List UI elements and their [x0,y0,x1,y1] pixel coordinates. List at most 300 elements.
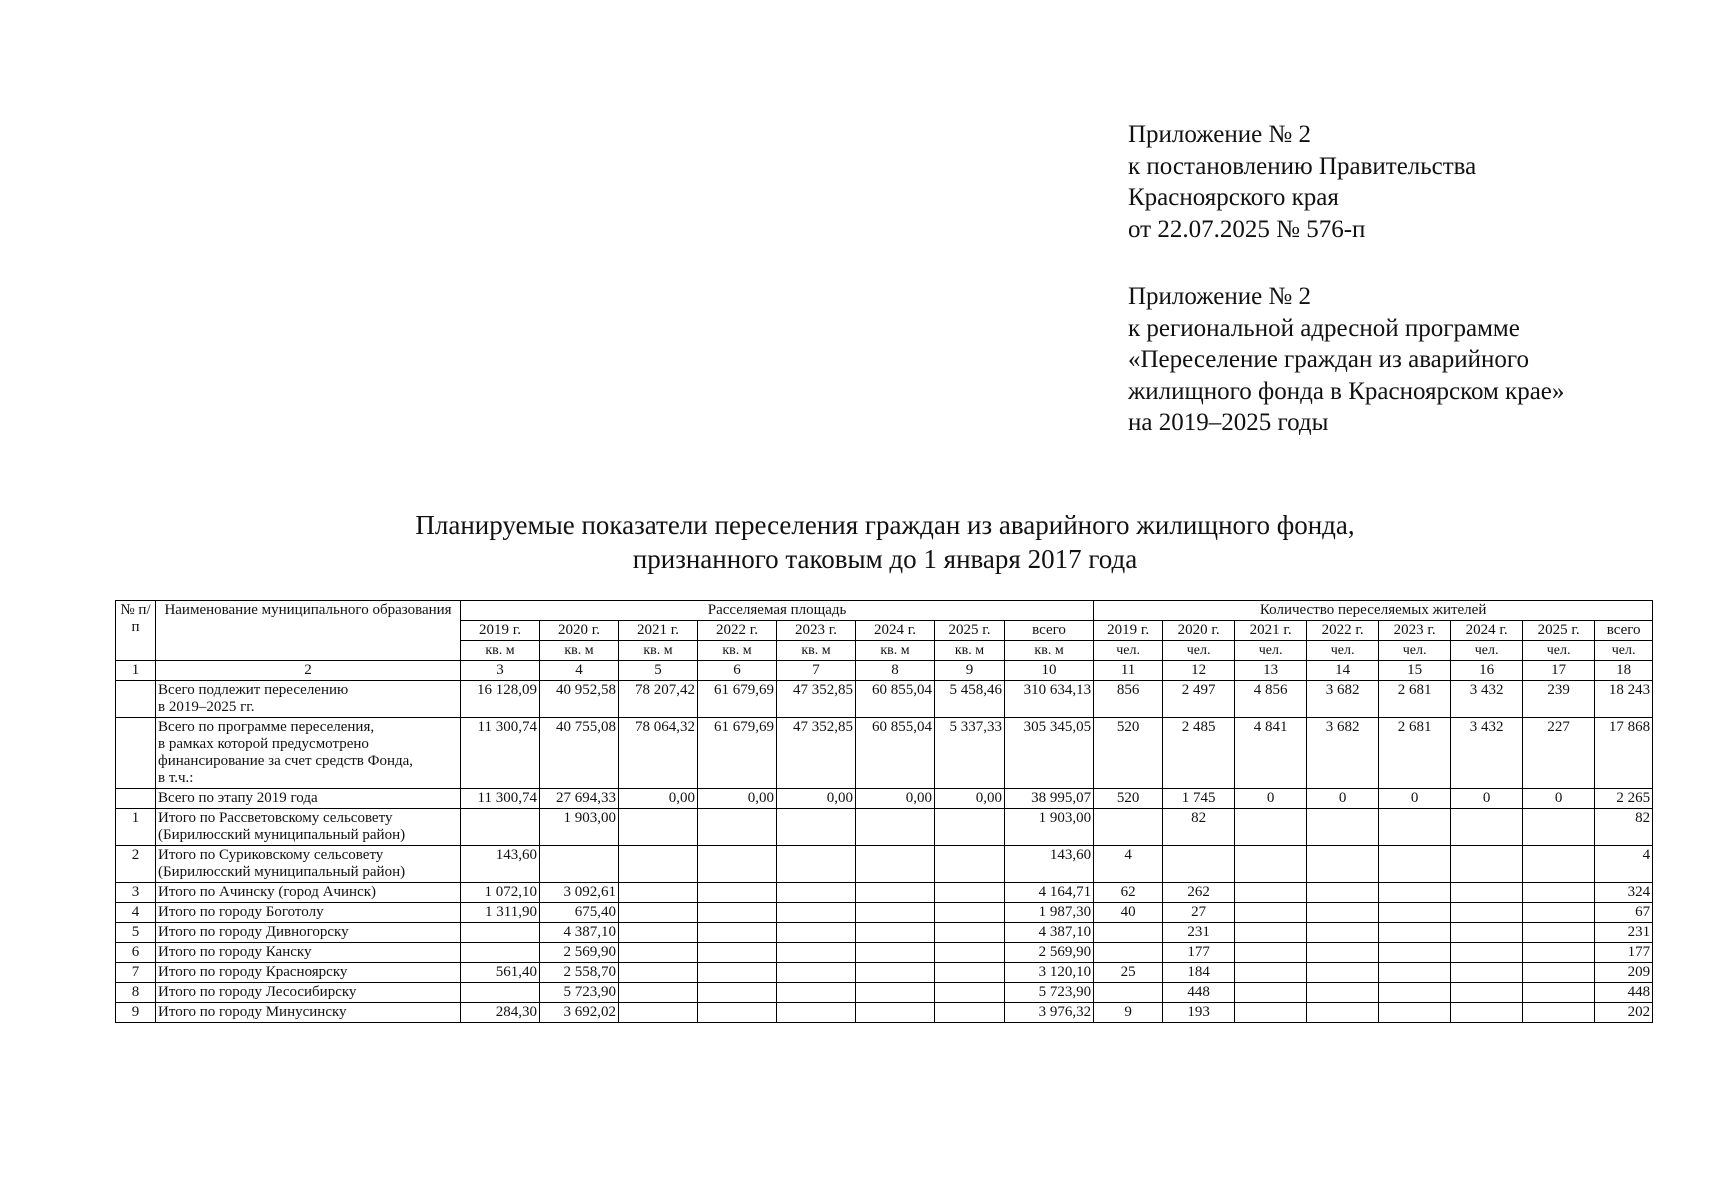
row-number: 1 [116,809,156,846]
column-number: 13 [1235,661,1307,681]
people-value [1307,883,1379,903]
appendix-note-regional-program [1128,281,1564,439]
people-value [1235,923,1307,943]
area-value: 16 128,09 [461,681,540,718]
table-row [116,963,1653,983]
header-area-unit: кв. м [619,641,698,661]
area-value [777,846,856,883]
table-row [116,809,1653,846]
municipality-name [156,943,461,963]
header-area-year: 2023 г. [777,621,856,641]
area-value [856,963,935,983]
people-value: 2 681 [1379,681,1451,718]
people-value: 227 [1523,718,1595,789]
area-value: 78 207,42 [619,681,698,718]
header-people-unit: чел. [1307,641,1379,661]
area-value [698,809,777,846]
column-number: 3 [461,661,540,681]
appendix-line: Приложение № 2 [1128,121,1312,148]
header-num: № п/п [116,601,156,661]
area-value [619,809,698,846]
people-value [1379,846,1451,883]
header-area-unit: кв. м [461,641,540,661]
column-number: 7 [777,661,856,681]
resettlement-indicators-table [115,600,1653,1023]
header-resettled-area: Расселяемая площадь [461,601,1094,621]
area-value: 1 311,90 [461,903,540,923]
people-value: 4 841 [1235,718,1307,789]
people-value: 177 [1595,943,1653,963]
header-people-year: всего [1595,621,1653,641]
people-value [1379,883,1451,903]
municipality-name-line: Всего по этапу 2019 года [158,790,318,806]
municipality-name-line: Всего по программе переселения, [158,719,375,735]
municipality-name-line: Итого по городу Красноярску [158,964,348,980]
area-value: 2 558,70 [540,963,619,983]
municipality-name-line: Итого по Рассветовскому сельсовету [158,810,393,826]
area-value [935,809,1005,846]
people-value: 0 [1451,789,1523,809]
table-row [116,846,1653,883]
people-value [1094,943,1163,963]
column-number: 12 [1163,661,1235,681]
people-value: 231 [1163,923,1235,943]
people-value [1235,963,1307,983]
area-value [698,983,777,1003]
header-people-unit: чел. [1379,641,1451,661]
people-value [1163,846,1235,883]
area-value [540,846,619,883]
municipality-name-line: в т.ч.: [158,770,194,786]
area-value: 61 679,69 [698,718,777,789]
area-value [777,923,856,943]
area-value [461,923,540,943]
people-value [1523,903,1595,923]
people-value [1451,809,1523,846]
people-value [1379,963,1451,983]
area-value [935,923,1005,943]
header-people-unit: чел. [1163,641,1235,661]
people-value: 231 [1595,923,1653,943]
column-number: 1 [116,661,156,681]
municipality-name-line: Итого по городу Лесосибирску [158,984,357,1000]
people-value: 82 [1595,809,1653,846]
header-people-year: 2020 г. [1163,621,1235,641]
municipality-name [156,883,461,903]
people-value: 3 682 [1307,681,1379,718]
appendix-line: «Переселение граждан из аварийного [1128,346,1530,373]
municipality-name [156,809,461,846]
header-people-unit: чел. [1451,641,1523,661]
area-value: 60 855,04 [856,681,935,718]
people-value: 0 [1379,789,1451,809]
people-value: 2 265 [1595,789,1653,809]
people-value: 17 868 [1595,718,1653,789]
people-value: 239 [1523,681,1595,718]
area-value [935,846,1005,883]
area-value: 2 569,90 [1005,943,1094,963]
area-value: 4 164,71 [1005,883,1094,903]
area-value [777,809,856,846]
people-value [1451,983,1523,1003]
people-value: 448 [1163,983,1235,1003]
appendix-line: на 2019–2025 годы [1128,409,1329,436]
area-value [698,943,777,963]
people-value [1451,963,1523,983]
header-area-unit: кв. м [777,641,856,661]
header-area-year: 2020 г. [540,621,619,641]
title-line: Планируемые показатели переселения граждан из аварийного жилищного фонда, [415,510,1355,540]
appendix-line: к постановлению Правительства [1128,152,1477,180]
area-value [856,943,935,963]
people-value [1235,983,1307,1003]
municipality-name-line: Итого по городу Дивногорску [158,924,349,940]
area-value [856,846,935,883]
people-value: 4 856 [1235,681,1307,718]
municipality-name [156,1003,461,1023]
municipality-name-line: (Бирилюсский муниципальный район) [158,864,406,880]
appendix-line: Красноярского края [1128,184,1339,211]
people-value [1307,846,1379,883]
people-value: 448 [1595,983,1653,1003]
header-area-year: 2022 г. [698,621,777,641]
table-row [116,943,1653,963]
area-value [619,963,698,983]
row-number: 5 [116,923,156,943]
people-value [1235,846,1307,883]
people-value [1523,923,1595,943]
appendix-line: Приложение № 2 [1128,283,1312,310]
people-value: 2 485 [1163,718,1235,789]
appendix-line: к региональной адресной программе [1128,314,1520,342]
appendix-line: жилищного фонда в Красноярском крае» [1128,377,1565,405]
people-value: 0 [1307,789,1379,809]
appendix-line: от 22.07.2025 № 576-п [1128,215,1366,243]
municipality-name [156,789,461,809]
people-value [1523,963,1595,983]
header-resettled-people: Количество переселяемых жителей [1094,601,1653,621]
people-value: 0 [1523,789,1595,809]
area-value: 3 692,02 [540,1003,619,1023]
people-value [1451,923,1523,943]
people-value [1451,846,1523,883]
people-value [1307,903,1379,923]
header-people-unit: чел. [1094,641,1163,661]
area-value: 40 952,58 [540,681,619,718]
people-value: 2 497 [1163,681,1235,718]
header-area-unit: кв. м [540,641,619,661]
header-people-unit: чел. [1595,641,1653,661]
people-value: 193 [1163,1003,1235,1023]
header-area-unit: кв. м [698,641,777,661]
people-value: 3 432 [1451,718,1523,789]
column-number: 16 [1451,661,1523,681]
people-value [1451,903,1523,923]
area-value: 61 679,69 [698,681,777,718]
area-value: 11 300,74 [461,789,540,809]
area-value [856,1003,935,1023]
people-value: 520 [1094,789,1163,809]
people-value: 324 [1595,883,1653,903]
area-value: 284,30 [461,1003,540,1023]
header-area-year: 2019 г. [461,621,540,641]
column-number: 8 [856,661,935,681]
header-people-unit: чел. [1235,641,1307,661]
area-value [698,846,777,883]
people-value: 25 [1094,963,1163,983]
area-value: 1 072,10 [461,883,540,903]
area-value [777,903,856,923]
municipality-name-line: Итого по городу Минусинску [158,1004,347,1020]
column-number: 5 [619,661,698,681]
area-value: 0,00 [698,789,777,809]
area-value [935,943,1005,963]
area-value [935,983,1005,1003]
header-area-year: 2025 г. [935,621,1005,641]
area-value: 5 723,90 [540,983,619,1003]
people-value: 177 [1163,943,1235,963]
area-value: 1 987,30 [1005,903,1094,923]
row-number: 2 [116,846,156,883]
people-value: 3 682 [1307,718,1379,789]
area-value [856,903,935,923]
people-value [1523,983,1595,1003]
header-area-year: 2021 г. [619,621,698,641]
people-value [1379,809,1451,846]
table-row [116,681,1653,718]
people-value: 62 [1094,883,1163,903]
people-value: 40 [1094,903,1163,923]
area-value [698,923,777,943]
area-value [777,883,856,903]
area-value [777,1003,856,1023]
area-value [619,1003,698,1023]
area-value [619,923,698,943]
people-value: 262 [1163,883,1235,903]
people-value [1094,983,1163,1003]
people-value [1307,943,1379,963]
people-value: 27 [1163,903,1235,923]
area-value [619,983,698,1003]
area-value [777,983,856,1003]
area-value: 5 458,46 [935,681,1005,718]
people-value [1307,963,1379,983]
row-number: 7 [116,963,156,983]
municipality-name [156,963,461,983]
people-value [1307,1003,1379,1023]
header-area-year: 2024 г. [856,621,935,641]
column-number: 4 [540,661,619,681]
area-value: 143,60 [1005,846,1094,883]
area-value: 4 387,10 [540,923,619,943]
municipality-name [156,903,461,923]
people-value [1235,809,1307,846]
row-number [116,789,156,809]
people-value [1523,1003,1595,1023]
table-row [116,983,1653,1003]
area-value: 310 634,13 [1005,681,1094,718]
row-number: 9 [116,1003,156,1023]
table-row [116,923,1653,943]
column-number: 11 [1094,661,1163,681]
area-value: 47 352,85 [777,718,856,789]
header-area-year: всего [1005,621,1094,641]
people-value: 67 [1595,903,1653,923]
row-number [116,681,156,718]
area-value: 47 352,85 [777,681,856,718]
area-value [461,943,540,963]
area-value [619,903,698,923]
area-value [935,1003,1005,1023]
row-number [116,718,156,789]
people-value [1523,846,1595,883]
header-people-year: 2021 г. [1235,621,1307,641]
people-value [1379,983,1451,1003]
people-value: 0 [1235,789,1307,809]
column-number: 2 [156,661,461,681]
header-area-unit: кв. м [935,641,1005,661]
document-title [0,508,1717,576]
area-value [777,963,856,983]
table-body [116,681,1653,1023]
people-value: 4 [1094,846,1163,883]
area-value [935,963,1005,983]
area-value [935,903,1005,923]
header-municipality-name: Наименование муниципального образования [156,601,461,661]
area-value [777,943,856,963]
area-value: 40 755,08 [540,718,619,789]
people-value [1379,903,1451,923]
area-value: 3 120,10 [1005,963,1094,983]
table-row [116,789,1653,809]
table-row [116,903,1653,923]
header-area-unit: кв. м [1005,641,1094,661]
people-value: 4 [1595,846,1653,883]
municipality-name [156,983,461,1003]
people-value [1235,1003,1307,1023]
area-value [856,883,935,903]
appendix-note-government-decree [1128,119,1476,245]
column-number: 14 [1307,661,1379,681]
people-value: 3 432 [1451,681,1523,718]
area-value: 38 995,07 [1005,789,1094,809]
table-row [116,883,1653,903]
area-value: 5 723,90 [1005,983,1094,1003]
area-value [856,809,935,846]
area-value [698,1003,777,1023]
area-value [619,943,698,963]
header-people-year: 2019 г. [1094,621,1163,641]
people-value [1523,883,1595,903]
people-value: 2 681 [1379,718,1451,789]
area-value: 0,00 [856,789,935,809]
area-value [935,883,1005,903]
people-value: 520 [1094,718,1163,789]
people-value [1379,943,1451,963]
area-value: 1 903,00 [1005,809,1094,846]
people-value [1451,1003,1523,1023]
area-value: 1 903,00 [540,809,619,846]
row-number: 6 [116,943,156,963]
municipality-name-line: Всего подлежит переселению [158,682,349,698]
municipality-name-line: в 2019–2025 гг. [158,699,255,715]
area-value [856,923,935,943]
people-value [1235,903,1307,923]
title-line: признанного таковым до 1 января 2017 года [632,544,1138,574]
people-value [1523,943,1595,963]
people-value: 202 [1595,1003,1653,1023]
header-people-year: 2024 г. [1451,621,1523,641]
column-number: 18 [1595,661,1653,681]
people-value [1379,1003,1451,1023]
people-value: 1 745 [1163,789,1235,809]
people-value [1307,809,1379,846]
table-row [116,718,1653,789]
people-value [1451,943,1523,963]
municipality-name [156,923,461,943]
municipality-name [156,718,461,789]
area-value: 2 569,90 [540,943,619,963]
column-number: 15 [1379,661,1451,681]
area-value: 3 092,61 [540,883,619,903]
header-people-year: 2022 г. [1307,621,1379,641]
area-value: 0,00 [619,789,698,809]
area-value [461,809,540,846]
area-value: 675,40 [540,903,619,923]
header-people-year: 2023 г. [1379,621,1451,641]
area-value: 143,60 [461,846,540,883]
header-people-year: 2025 г. [1523,621,1595,641]
municipality-name-line: Итого по Ачинску (город Ачинск) [158,884,377,900]
municipality-name-line: (Бирилюсский муниципальный район) [158,827,406,843]
municipality-name-line: финансирование за счет средств Фонда, [158,753,414,769]
column-number: 10 [1005,661,1094,681]
table-column-number-row [116,661,1653,681]
header-area-unit: кв. м [856,641,935,661]
area-value: 11 300,74 [461,718,540,789]
header-people-unit: чел. [1523,641,1595,661]
area-value [856,983,935,1003]
area-value: 60 855,04 [856,718,935,789]
people-value [1307,923,1379,943]
people-value: 82 [1163,809,1235,846]
column-number: 6 [698,661,777,681]
area-value [698,883,777,903]
area-value: 3 976,32 [1005,1003,1094,1023]
people-value: 18 243 [1595,681,1653,718]
municipality-name-line: Итого по городу Канску [158,944,312,960]
municipality-name [156,846,461,883]
people-value: 9 [1094,1003,1163,1023]
people-value [1094,923,1163,943]
people-value [1523,809,1595,846]
area-value: 27 694,33 [540,789,619,809]
people-value: 856 [1094,681,1163,718]
people-value: 184 [1163,963,1235,983]
area-value [698,963,777,983]
area-value: 78 064,32 [619,718,698,789]
area-value [619,883,698,903]
area-value [461,983,540,1003]
area-value: 305 345,05 [1005,718,1094,789]
people-value [1379,923,1451,943]
municipality-name-line: в рамках которой предусмотрено [158,736,369,752]
area-value: 0,00 [777,789,856,809]
people-value: 209 [1595,963,1653,983]
people-value [1235,883,1307,903]
column-number: 17 [1523,661,1595,681]
area-value [698,903,777,923]
